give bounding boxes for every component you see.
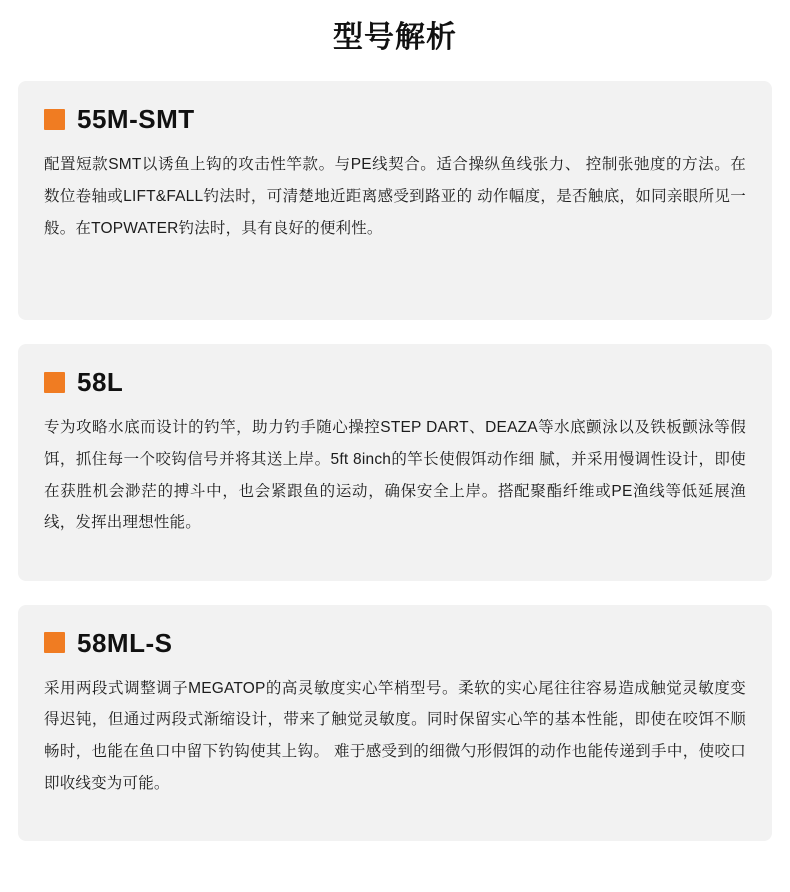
section-header xyxy=(44,629,746,658)
orange-square-bullet-icon xyxy=(44,109,65,130)
section-header xyxy=(44,105,746,134)
section-body-text: 配置短款SMT以诱鱼上钩的攻击性竿款。与PE线契合。适合操纵鱼线张力、 控制张弛度的方法。在数位卷轴或LIFT&FALL钓法时，可清楚地近距离感受到路亚的 动作幅度，是否触底，如同亲眼所见一般。在TOPWATER钓法时，具有良好的便利性。 xyxy=(44,156,746,237)
model-section-card xyxy=(18,605,772,842)
model-section-card xyxy=(18,344,772,581)
model-section-card xyxy=(18,81,772,320)
section-header xyxy=(44,368,746,397)
section-title: 55M-SMT xyxy=(77,104,195,134)
page-title: 型号解析 xyxy=(333,21,457,54)
orange-square-bullet-icon xyxy=(44,372,65,393)
section-body-text: 专为攻略水底而设计的钓竿，助力钓手随心操控STEP DART、DEAZA等水底颤泳以及铁板颤泳等假饵，抓住每一个咬钩信号并将其送上岸。5ft 8inch的竿长使假饵动作细 腻，并采用慢调性设计，即使在获胜机会渺茫的搏斗中，也会紧跟鱼的运动，确保安全上岸。搭配聚酯纤维或PE渔线等低延展渔线，发挥出理想性能。 xyxy=(44,418,746,532)
section-title: 58L xyxy=(77,366,124,397)
section-title: 58ML-S xyxy=(77,627,173,658)
orange-square-bullet-icon xyxy=(44,632,65,653)
section-body-text: 采用两段式调整调子MEGATOP的高灵敏度实心竿梢型号。柔软的实心尾往往容易造成触觉灵敏度变得迟钝，但通过两段式渐缩设计，带来了触觉灵敏度。同时保留实心竿的基本性能，即使在咬饵不顺畅时，也能在鱼口中留下钓钩使其上钩。 难于感受到的细微勺形假饵的动作也能传递到手中，使咬口即收线变为可能。 xyxy=(44,679,746,792)
